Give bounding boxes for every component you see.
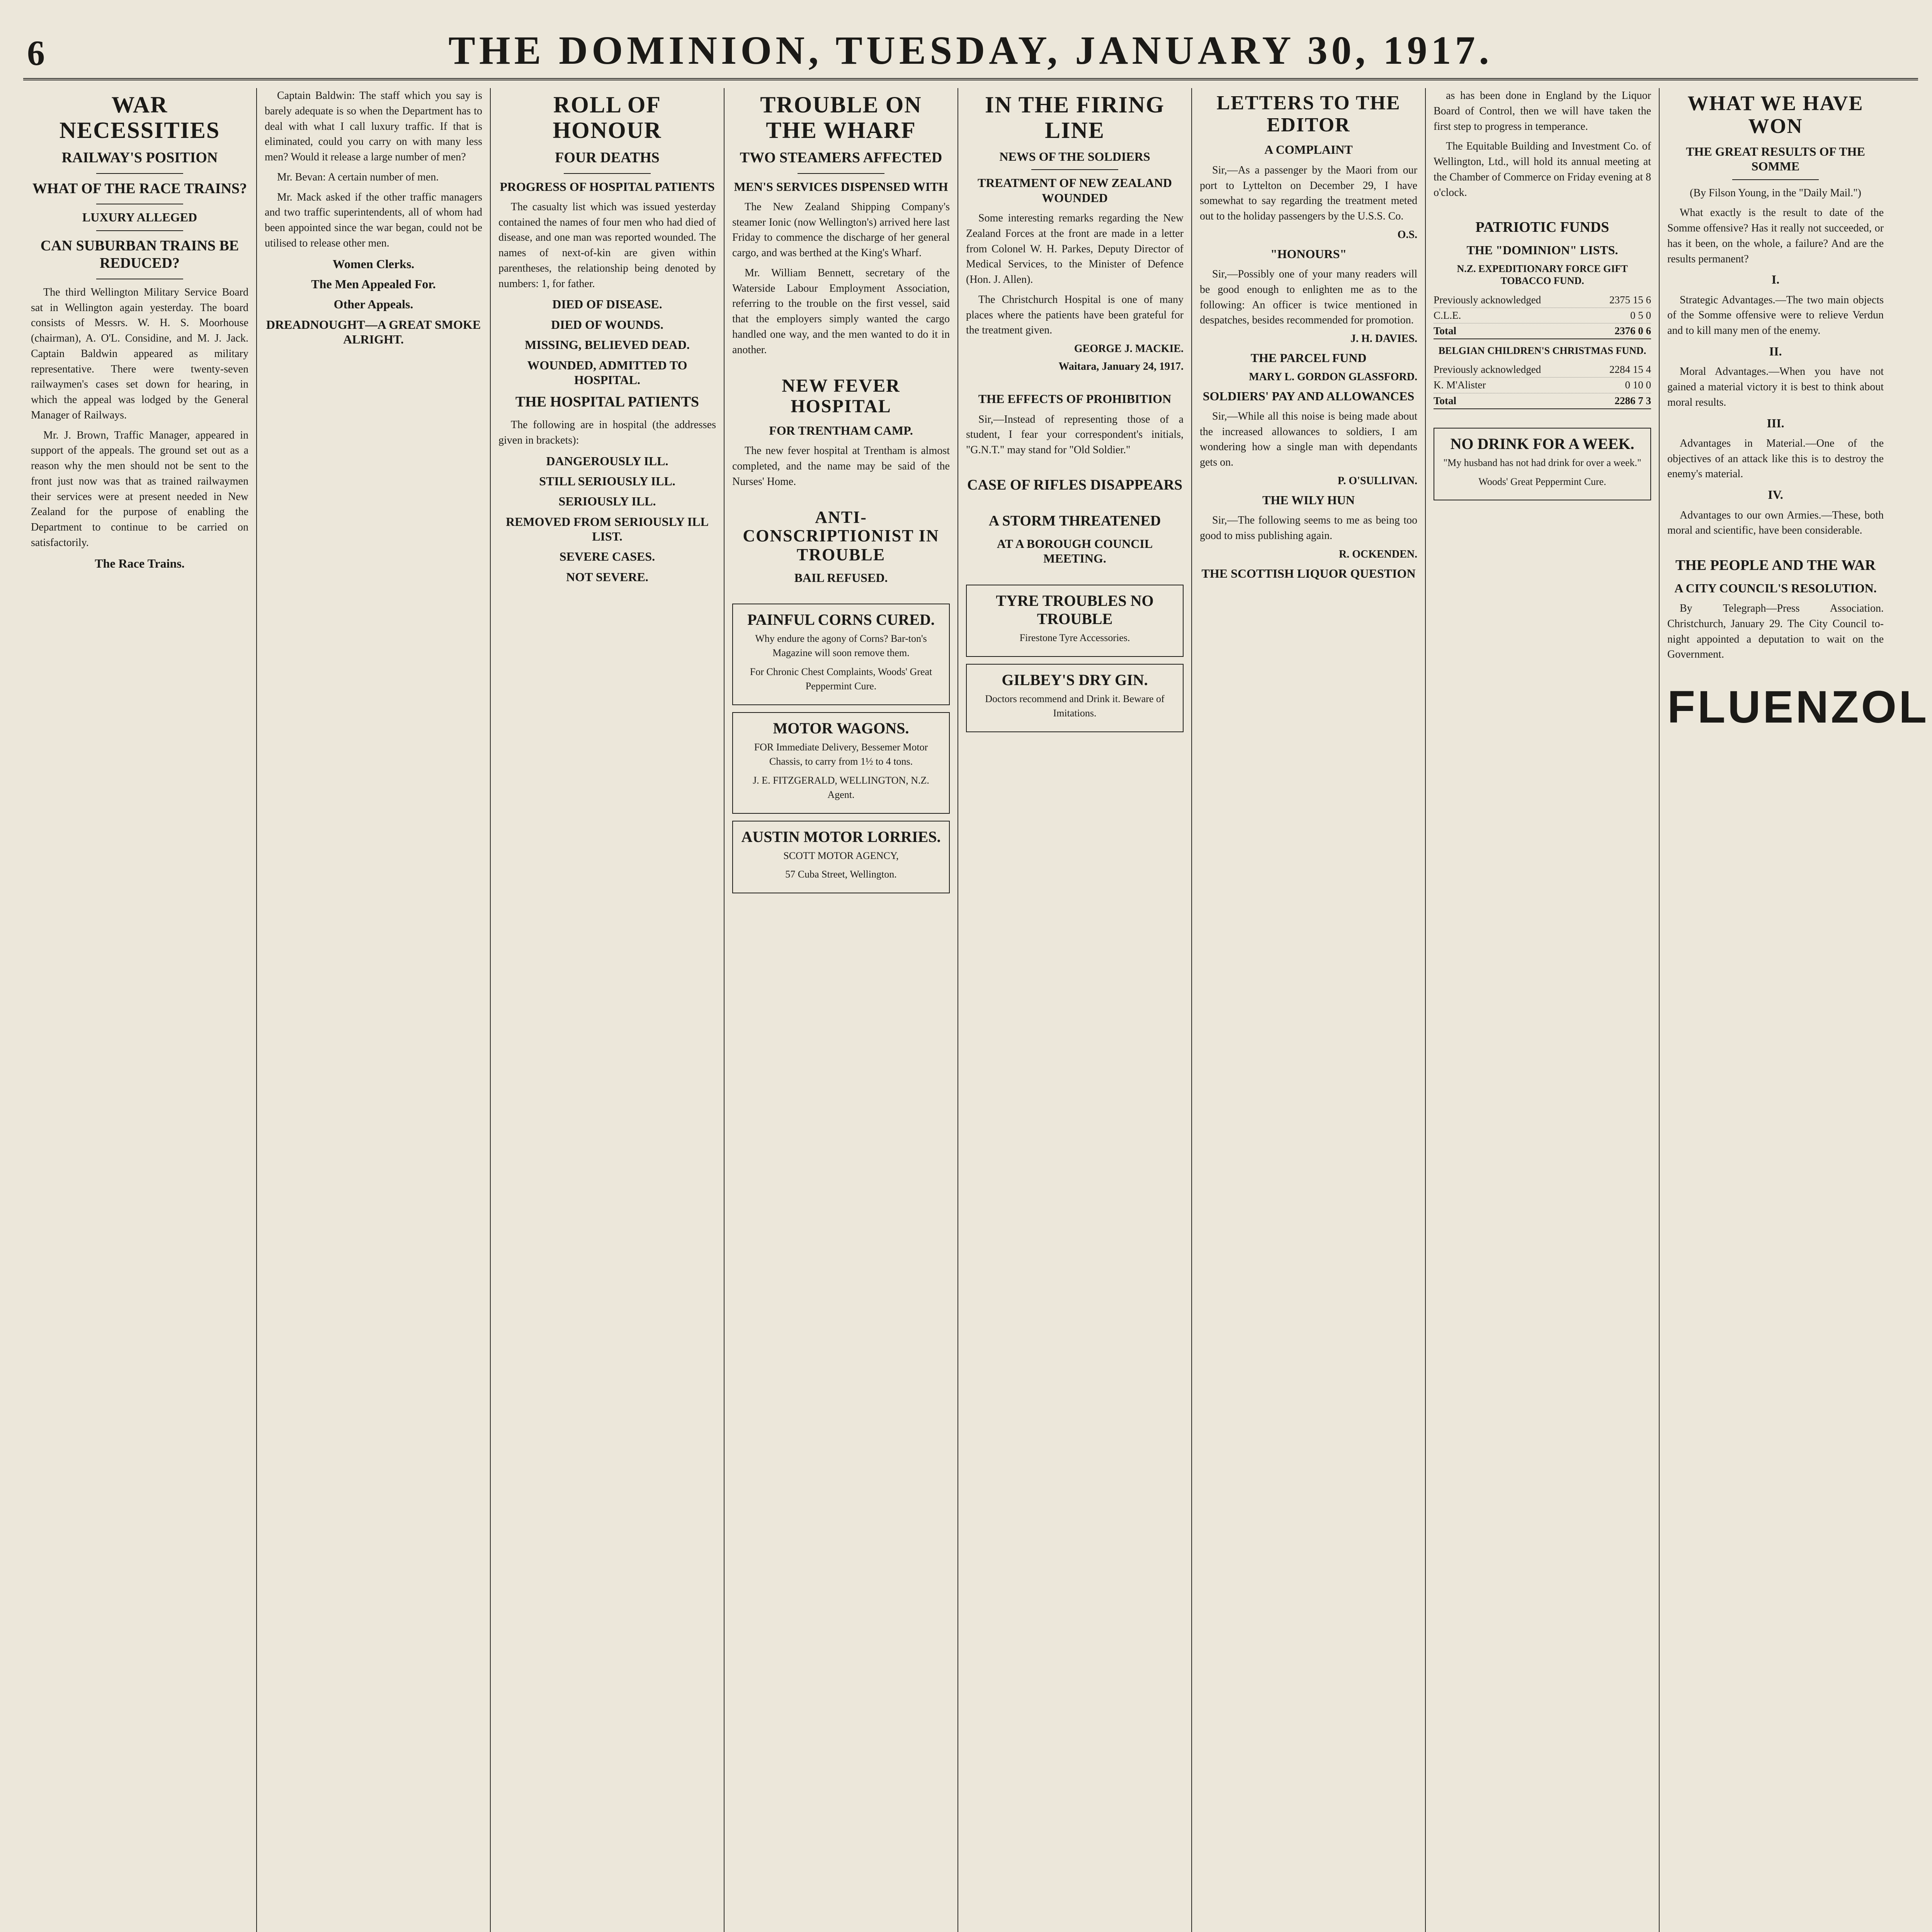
subhead: A CITY COUNCIL'S RESOLUTION.	[1674, 581, 1877, 595]
subhead: BAIL REFUSED.	[794, 570, 888, 585]
column-7	[1426, 88, 1660, 1932]
subhead: NEWS OF THE SOLDIERS	[999, 150, 1150, 163]
column-4	[724, 88, 958, 1932]
signature: J. H. DAVIES.	[1350, 333, 1417, 345]
article-firing-line	[966, 92, 1184, 373]
headline: WAR NECESSITIES	[59, 92, 220, 143]
masthead	[23, 23, 1918, 80]
section-number: I.	[1771, 272, 1780, 287]
advert-line: FOR Immediate Delivery, Bessemer Motor Chassis, to carry from 1½ to 4 tons.	[754, 741, 928, 767]
columns	[23, 88, 1929, 1932]
page-number: 6	[27, 33, 45, 73]
section-heading: NOT SEVERE.	[566, 570, 648, 584]
paragraph: What exactly is the result to date of the Somme offensive? Has it really not succeeded, or has it been, on the whole, a failure? And are the results permanent?	[1667, 207, 1884, 265]
article-trouble-on-wharf	[732, 92, 950, 357]
column-6	[1192, 88, 1426, 1932]
fund-amount: 0 10 0	[1625, 379, 1651, 391]
paragraph: Sir,—The following seems to me as being too good to miss publishing again.	[1200, 514, 1417, 542]
subhead: FOUR DEATHS	[555, 150, 660, 166]
section-heading: REMOVED FROM SERIOUSLY ILL LIST.	[506, 514, 709, 544]
fund-amount: 2286 7 3	[1614, 395, 1651, 406]
section-heading: Women Clerks.	[332, 257, 415, 271]
fund-row	[1434, 378, 1651, 393]
fund-label: K. M'Alister	[1434, 379, 1486, 391]
paragraph: Advantages to our own Armies.—These, both moral and scientific, have been considerable.	[1667, 509, 1884, 537]
advert-austin-lorries	[732, 821, 950, 894]
subhead: LUXURY ALLEGED	[82, 210, 197, 224]
paragraph: Captain Baldwin: The staff which you say is barely adequate is so when the Department has to deal with what I call luxury traffic. If that is eliminated, could you carry on with many less men? Would it release a large number of men?	[265, 90, 482, 163]
paragraph: Sir,—As a passenger by the Maori from our port to Lyttelton on December 29, I have somewhat to say regarding the treatment meted out to the holiday passengers by the U.S.S. Co.	[1200, 164, 1417, 223]
headline: CASE OF RIFLES DISAPPEARS	[967, 476, 1183, 493]
fund-label: Total	[1434, 395, 1457, 406]
advert-corns	[732, 604, 950, 705]
advert-line: Firestone Tyre Accessories.	[1019, 632, 1130, 643]
paragraph: The New Zealand Shipping Company's steamer Ionic (now Wellington's) arrived here last Friday to commence the discharge of her general cargo, and was berthed at the King's Wharf.	[732, 201, 950, 259]
signature: MARY L. GORDON GLASSFORD.	[1249, 371, 1417, 383]
fund-amount: 2375 15 6	[1609, 294, 1651, 306]
headline: TROUBLE ON THE WHARF	[760, 92, 922, 143]
subhead: CAN SUBURBAN TRAINS BE REDUCED?	[40, 237, 239, 272]
subhead: THE GREAT RESULTS OF THE SOMME	[1686, 144, 1865, 173]
section-number: II.	[1769, 344, 1782, 358]
fund-row	[1434, 293, 1651, 308]
advert-line: Doctors recommend and Drink it. Beware of Imitations.	[985, 693, 1165, 719]
paragraph: The new fever hospital at Trentham is almost completed, and the name may be said of the Nurses' Home.	[732, 445, 950, 488]
fund-row	[1434, 362, 1651, 378]
advert-line: Woods' Great Peppermint Cure.	[1478, 476, 1606, 487]
article-what-we-have-won	[1667, 92, 1884, 538]
column-5	[958, 88, 1192, 1932]
article-continued	[265, 88, 482, 347]
subhead: WHAT OF THE RACE TRAINS?	[32, 180, 247, 197]
section-heading: DIED OF WOUNDS.	[551, 317, 663, 332]
signature: R. OCKENDEN.	[1338, 548, 1417, 560]
advert-title: GILBEY'S DRY GIN.	[1002, 671, 1148, 689]
paragraph: The third Wellington Military Service Board sat in Wellington again yesterday. The board consists of Messrs. W. H. S. Moorhouse (chairman), A. O'L. Considine, and M. J. Jack. Captain Baldwin appeared as military representative. There were twenty-seven railwaymen's cases set down for hearing, in which the appeal was lodged by the General Manager of Railways.	[31, 286, 248, 421]
article-roll-of-honour	[498, 92, 716, 584]
byline: (By Filson Young, in the "Daily Mail.")	[1690, 187, 1861, 199]
subhead: THE PARCEL FUND	[1250, 351, 1367, 365]
fund-total-row	[1434, 393, 1651, 409]
headline: THE PEOPLE AND THE WAR	[1675, 557, 1876, 574]
article-storm	[966, 512, 1184, 566]
subhead: "HONOURS"	[1270, 247, 1347, 261]
column-8	[1660, 88, 1929, 1932]
subhead: THE EFFECTS OF PROHIBITION	[978, 392, 1172, 406]
fund-amount: 2284 15 4	[1609, 364, 1651, 376]
advert-tyres	[966, 585, 1184, 657]
subhead: SOLDIERS' PAY AND ALLOWANCES	[1202, 389, 1415, 403]
fund-label: Total	[1434, 325, 1457, 337]
subhead: RAILWAY'S POSITION	[61, 150, 218, 166]
advert-line: For Chronic Chest Complaints, Woods' Great Peppermint Cure.	[750, 666, 932, 692]
fund-row	[1434, 308, 1651, 323]
article-people-and-war	[1667, 557, 1884, 662]
subhead: A COMPLAINT	[1264, 143, 1353, 157]
section-heading: STILL SERIOUSLY ILL.	[539, 474, 675, 488]
article-war-necessities	[31, 92, 248, 571]
fluenzol-advert: FLUENZOL	[1667, 682, 1929, 733]
paragraph: Mr. Mack asked if the other traffic managers and two traffic superintendents, all of whom had been appointed since the war began, could not be utilised to release other men.	[265, 191, 482, 249]
subhead: MEN'S SERVICES DISPENSED WITH	[734, 179, 948, 194]
paragraph: as has been done in England by the Liquor Board of Control, then we will have taken the first step to progress in temperance.	[1434, 90, 1651, 133]
section-heading: SEVERE CASES.	[559, 549, 655, 564]
column-3	[491, 88, 724, 1932]
paragraph: Mr. J. Brown, Traffic Manager, appeared in support of the appeals. The ground set out as a reason why the men should not be sent to the front just now was that as trained railwaymen their services were at present needed in New Zealand for the purpose of enabling the Department to continue to be carried on satisfactorily.	[31, 429, 248, 549]
advert-line: SCOTT MOTOR AGENCY,	[783, 850, 899, 861]
article-fever-hospital	[732, 376, 950, 489]
paragraph: Strategic Advantages.—The two main objects of the Somme offensive were to relieve Verdun and to kill many men of the enemy.	[1667, 294, 1884, 337]
fund-total-row	[1434, 323, 1651, 339]
section-heading: DANGEROUSLY ILL.	[546, 454, 668, 468]
paragraph: The casualty list which was issued yesterday contained the names of four men who had died of disease, and one man was reported wounded. The names of next-of-kin are given within parentheses, the relationship being denoted by numbers: 1, for father.	[498, 201, 716, 290]
dateline: Waitara, January 24, 1917.	[1058, 361, 1184, 373]
section-heading: SERIOUSLY ILL.	[558, 494, 656, 509]
paragraph: Mr. Bevan: A certain number of men.	[277, 171, 439, 183]
paragraph: The Equitable Building and Investment Co. of Wellington, Ltd., will hold its annual meeting at the Chamber of Commerce on Friday evening at 8 o'clock.	[1434, 140, 1651, 199]
headline: ANTI-CONSCRIPTIONIST IN TROUBLE	[743, 507, 939, 564]
advert-heading: DREADNOUGHT—A GREAT SMOKE ALRIGHT.	[266, 317, 481, 347]
advert-no-drink	[1434, 428, 1651, 501]
advert-title: NO DRINK FOR A WEEK.	[1450, 435, 1634, 452]
advert-gin	[966, 664, 1184, 732]
advert-motor-wagons	[732, 712, 950, 814]
headline: LETTERS TO THE EDITOR	[1216, 92, 1401, 136]
headline: ROLL OF HONOUR	[553, 92, 662, 143]
masthead-title: THE DOMINION, TUESDAY, JANUARY 30, 1917.	[448, 28, 1493, 73]
paragraph: Sir,—Possibly one of your many readers will be good enough to enlighten me as to the following: An officer is twice mentioned in despatches, besides recommended for promotion.	[1200, 268, 1417, 327]
section-heading: WOUNDED, ADMITTED TO HOSPITAL.	[527, 358, 687, 387]
advert-title: TYRE TROUBLES NO TROUBLE	[996, 592, 1154, 628]
headline: WHAT WE HAVE WON	[1687, 92, 1864, 138]
advert-line: "My husband has not had drink for over a week."	[1443, 457, 1641, 468]
section-heading: MISSING, BELIEVED DEAD.	[525, 338, 690, 352]
fund-title: PATRIOTIC FUNDS	[1475, 219, 1609, 236]
paragraph: Some interesting remarks regarding the New Zealand Forces at the front are made in a letter from Colonel W. H. Parkes, Deputy Director of Medical Services, to the Minister of Defence (Hon. J. Allen).	[966, 212, 1184, 286]
signature: O.S.	[1397, 228, 1417, 241]
paragraph: Moral Advantages.—When you have not gained a material victory it is best to think about moral results.	[1667, 366, 1884, 408]
advert-title: MOTOR WAGONS.	[773, 719, 909, 737]
headline: A STORM THREATENED	[988, 513, 1161, 529]
section-heading: The Race Trains.	[95, 556, 185, 570]
newspaper-page	[23, 23, 1929, 1932]
article-anti-conscriptionist	[732, 508, 950, 585]
paragraph: Mr. William Bennett, secretary of the Waterside Labour Employment Association, referring to the trouble on the first vessel, said that the employers simply wanted the cargo handled one way, and the men wanted to do it in another.	[732, 267, 950, 356]
section-heading: DIED OF DISEASE.	[552, 297, 662, 311]
paragraph: The following are in hospital (the addresses given in brackets):	[498, 419, 716, 446]
advert-title: AUSTIN MOTOR LORRIES.	[741, 828, 941, 845]
paragraph: Sir,—Instead of representing those of a student, I fear your correspondent's initials, "G.N.T." may stand for "Old Soldier."	[966, 413, 1184, 456]
section-heading: The Men Appealed For.	[311, 277, 436, 291]
advert-line: J. E. FITZGERALD, WELLINGTON, N.Z. Agent.	[753, 774, 929, 800]
subhead: TWO STEAMERS AFFECTED	[740, 150, 942, 166]
signature: P. O'SULLIVAN.	[1337, 474, 1417, 487]
subhead: FOR TRENTHAM CAMP.	[769, 423, 913, 438]
advert-line: Why endure the agony of Corns? Bar-ton's Magazine will soon remove them.	[755, 633, 927, 659]
fund-amount: 2376 0 6	[1614, 325, 1651, 337]
signature: GEORGE J. MACKIE.	[1074, 343, 1184, 355]
advert-line: 57 Cuba Street, Wellington.	[785, 869, 897, 880]
column-2	[257, 88, 491, 1932]
fund-subtitle: BELGIAN CHILDREN'S CHRISTMAS FUND.	[1438, 345, 1646, 357]
subhead: PROGRESS OF HOSPITAL PATIENTS	[500, 179, 715, 194]
paragraph: Advantages in Material.—One of the objectives of an attack like this is to destroy the enemy's material.	[1667, 437, 1884, 480]
section-heading: Other Appeals.	[333, 297, 413, 311]
section-number: III.	[1767, 416, 1784, 430]
subhead: AT A BOROUGH COUNCIL MEETING.	[997, 537, 1153, 566]
subhead: THE SCOTTISH LIQUOR QUESTION	[1201, 566, 1416, 580]
fund-subtitle: THE "DOMINION" LISTS.	[1466, 243, 1618, 257]
subhead: THE WILY HUN	[1262, 493, 1355, 507]
section-number: IV.	[1768, 488, 1783, 502]
headline: NEW FEVER HOSPITAL	[782, 376, 900, 417]
article-prohibition	[966, 391, 1184, 458]
subhead: THE HOSPITAL PATIENTS	[515, 394, 699, 410]
column-1	[23, 88, 257, 1932]
article-rifles	[966, 476, 1184, 494]
fund-label: Previously acknowledged	[1434, 294, 1541, 306]
fund-label: Previously acknowledged	[1434, 364, 1541, 376]
paragraph: By Telegraph—Press Association. Christchurch, January 29. The City Council to-night appointed a deputation to wait on the Government.	[1667, 602, 1884, 661]
headline: IN THE FIRING LINE	[985, 92, 1165, 143]
article-letters	[1200, 92, 1417, 581]
paragraph: The Christchurch Hospital is one of many places where the patients have been grateful for the treatment given.	[966, 293, 1184, 337]
article-continued	[1434, 88, 1651, 200]
fund-subtitle: N.Z. EXPEDITIONARY FORCE GIFT TOBACCO FUND.	[1457, 263, 1628, 287]
paragraph: Sir,—While all this noise is being made about the increased allowances to soldiers, I am wondering how a single man with dependants gets on.	[1200, 410, 1417, 469]
fund-amount: 0 5 0	[1630, 309, 1651, 321]
subhead: TREATMENT OF NEW ZEALAND WOUNDED	[978, 176, 1172, 205]
patriotic-funds	[1434, 219, 1651, 409]
fund-label: C.L.E.	[1434, 309, 1461, 321]
advert-title: PAINFUL CORNS CURED.	[747, 611, 935, 629]
